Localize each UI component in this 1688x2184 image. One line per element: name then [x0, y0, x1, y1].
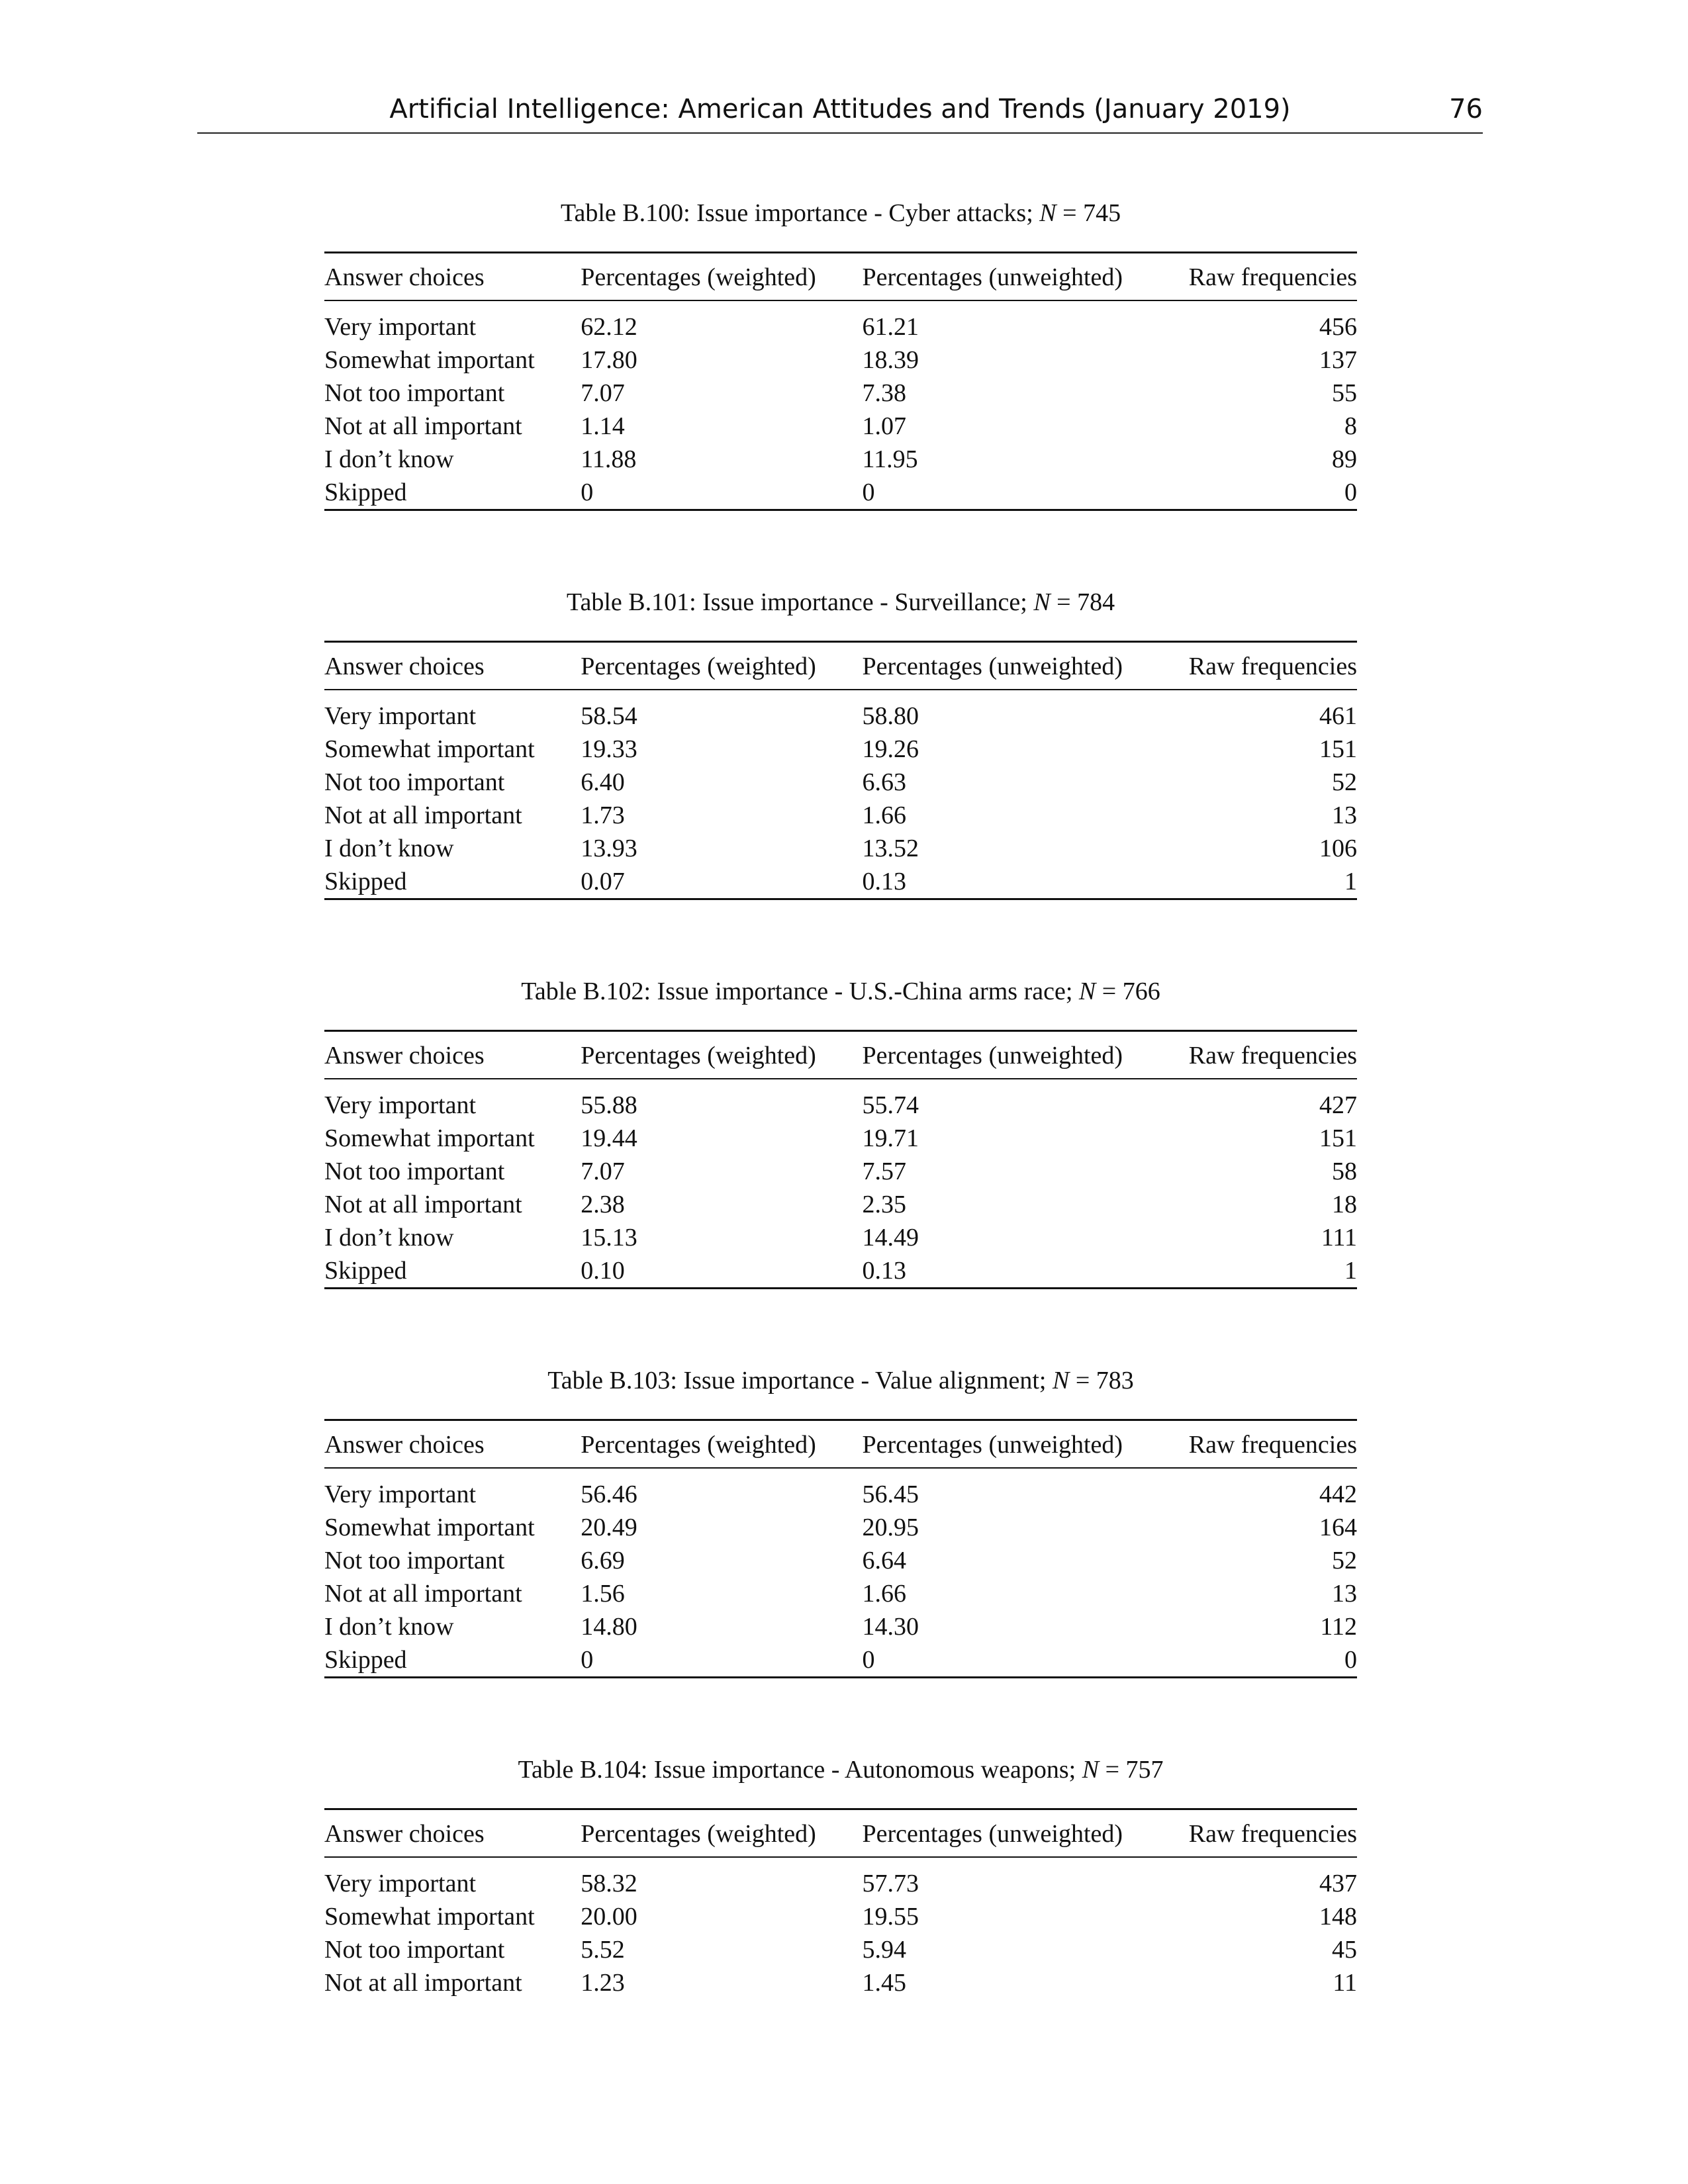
unweighted-cell: 1.66 [862, 1580, 906, 1608]
table-row [324, 476, 1357, 510]
unweighted-cell: 1.45 [862, 1969, 906, 1997]
table-row [324, 1857, 1357, 1900]
answer-cell: Very important [324, 1480, 477, 1508]
running-header [197, 93, 1483, 134]
table-row [324, 1966, 1357, 1999]
raw-cell: 427 [1319, 1091, 1357, 1119]
answer-cell: Very important [324, 313, 477, 341]
weighted-cell: 6.69 [581, 1547, 625, 1574]
raw-cell: 151 [1319, 1124, 1357, 1152]
raw-cell: 151 [1319, 735, 1357, 763]
column-header-weighted: Percentages (weighted) [581, 1420, 862, 1469]
column-header-answer-choices: Answer choices [324, 253, 581, 301]
column-header-unweighted: Percentages (unweighted) [863, 1809, 1189, 1858]
weighted-cell: 0.10 [581, 1254, 862, 1289]
table-row [324, 1122, 1357, 1155]
answer-cell: Skipped [324, 1643, 581, 1678]
table-row [324, 443, 1357, 476]
table-block-b103 [324, 1366, 1357, 1678]
raw-cell: 106 [1319, 835, 1357, 862]
raw-cell: 111 [1321, 1224, 1357, 1251]
answer-cell: I don’t know [324, 1224, 454, 1251]
answer-cell: Very important [324, 1870, 477, 1897]
answer-cell: Skipped [324, 476, 581, 510]
n-value: = 783 [1075, 1367, 1134, 1394]
raw-cell: 164 [1319, 1514, 1357, 1541]
data-table [324, 251, 1357, 511]
answer-cell: I don’t know [324, 835, 454, 862]
table-caption [324, 977, 1357, 1017]
table-row [324, 865, 1357, 899]
table-block-b104 [324, 1755, 1357, 1999]
unweighted-cell: 58.80 [862, 702, 919, 730]
header-row [324, 1809, 1357, 1858]
table-row [324, 1577, 1357, 1610]
raw-cell: 8 [1344, 412, 1357, 440]
answer-cell: I don’t know [324, 445, 454, 473]
table-row [324, 690, 1357, 733]
raw-cell: 112 [1320, 1613, 1357, 1641]
column-header-answer-choices: Answer choices [324, 1420, 581, 1469]
table-row [324, 300, 1357, 343]
unweighted-cell: 20.95 [862, 1514, 919, 1541]
weighted-cell: 2.38 [581, 1191, 625, 1218]
table-row [324, 799, 1357, 832]
table-row [324, 1610, 1357, 1643]
weighted-cell: 1.56 [581, 1580, 625, 1608]
raw-cell: 11 [1333, 1969, 1357, 1997]
weighted-cell: 1.14 [581, 412, 625, 440]
weighted-cell: 13.93 [581, 835, 637, 862]
unweighted-cell: 0.13 [863, 865, 1189, 899]
unweighted-cell: 0.13 [863, 1254, 1189, 1289]
unweighted-cell: 19.71 [862, 1124, 919, 1152]
weighted-cell: 20.00 [581, 1903, 637, 1931]
table-row [324, 343, 1357, 377]
n-symbol: N [1033, 588, 1051, 616]
unweighted-cell: 7.57 [862, 1158, 906, 1185]
raw-cell: 45 [1332, 1936, 1357, 1964]
header-row [324, 642, 1357, 690]
raw-cell: 13 [1332, 1580, 1357, 1608]
table-caption [324, 1366, 1357, 1406]
unweighted-cell: 14.30 [862, 1613, 919, 1641]
answer-cell: Somewhat important [324, 1124, 535, 1152]
raw-cell: 437 [1319, 1870, 1357, 1897]
unweighted-cell: 2.35 [862, 1191, 906, 1218]
raw-cell: 148 [1319, 1903, 1357, 1931]
weighted-cell: 0 [581, 1643, 862, 1678]
header-row [324, 253, 1357, 301]
unweighted-cell: 1.07 [862, 412, 906, 440]
unweighted-cell: 11.95 [862, 445, 918, 473]
answer-cell: Somewhat important [324, 346, 535, 374]
caption-text: Table B.104: Issue importance - Autonomous weapons; [518, 1756, 1076, 1784]
caption-text: Table B.101: Issue importance - Surveillance; [566, 588, 1027, 616]
table-row [324, 1221, 1357, 1254]
weighted-cell: 20.49 [581, 1514, 637, 1541]
n-symbol: N [1082, 1756, 1100, 1784]
raw-cell: 89 [1332, 445, 1357, 473]
column-header-answer-choices: Answer choices [324, 1031, 581, 1079]
unweighted-cell: 6.64 [862, 1547, 906, 1574]
unweighted-cell: 55.74 [862, 1091, 919, 1119]
weighted-cell: 17.80 [581, 346, 637, 374]
table-block-b101 [324, 588, 1357, 900]
table-row [324, 832, 1357, 865]
data-table [324, 1030, 1357, 1289]
data-table [324, 1808, 1357, 1999]
table-row [324, 1900, 1357, 1933]
column-header-weighted: Percentages (weighted) [581, 642, 862, 690]
n-value: = 757 [1105, 1756, 1164, 1784]
answer-cell: Not at all important [324, 1969, 522, 1997]
unweighted-cell: 13.52 [862, 835, 919, 862]
weighted-cell: 55.88 [581, 1091, 637, 1119]
column-header-unweighted: Percentages (unweighted) [863, 1031, 1189, 1079]
raw-cell: 55 [1332, 379, 1357, 407]
weighted-cell: 7.07 [581, 1158, 625, 1185]
table-row [324, 377, 1357, 410]
answer-cell: Not too important [324, 1547, 505, 1574]
column-header-raw: Raw frequencies [1189, 1031, 1357, 1079]
running-title: Artificial Intelligence: American Attitudes and Trends (January 2019) [389, 94, 1291, 124]
column-header-unweighted: Percentages (unweighted) [863, 253, 1189, 301]
table-caption [324, 199, 1357, 238]
n-value: = 784 [1056, 588, 1115, 616]
header-row [324, 1031, 1357, 1079]
answer-cell: Not too important [324, 1936, 505, 1964]
unweighted-cell: 57.73 [862, 1870, 919, 1897]
raw-cell: 137 [1319, 346, 1357, 374]
answer-cell: Very important [324, 1091, 477, 1119]
unweighted-cell: 6.63 [862, 768, 906, 796]
table-row [324, 1155, 1357, 1188]
column-header-unweighted: Percentages (unweighted) [863, 1420, 1189, 1469]
column-header-answer-choices: Answer choices [324, 642, 581, 690]
weighted-cell: 6.40 [581, 768, 625, 796]
table-row [324, 410, 1357, 443]
answer-cell: Not at all important [324, 412, 522, 440]
answer-cell: Not at all important [324, 801, 522, 829]
unweighted-cell: 0 [863, 1643, 1189, 1678]
n-symbol: N [1053, 1367, 1070, 1394]
raw-cell: 461 [1319, 702, 1357, 730]
weighted-cell: 58.32 [581, 1870, 637, 1897]
unweighted-cell: 5.94 [862, 1936, 906, 1964]
unweighted-cell: 19.26 [862, 735, 919, 763]
column-header-raw: Raw frequencies [1189, 642, 1357, 690]
table-row [324, 1933, 1357, 1966]
weighted-cell: 62.12 [581, 313, 637, 341]
table-row [324, 766, 1357, 799]
unweighted-cell: 0 [863, 476, 1189, 510]
table-caption [324, 1755, 1357, 1795]
unweighted-cell: 19.55 [862, 1903, 919, 1931]
page-number: 76 [1449, 94, 1483, 124]
weighted-cell: 14.80 [581, 1613, 637, 1641]
raw-cell: 1 [1189, 1254, 1357, 1289]
table-row [324, 1079, 1357, 1122]
column-header-weighted: Percentages (weighted) [581, 1031, 862, 1079]
column-header-unweighted: Percentages (unweighted) [863, 642, 1189, 690]
table-row [324, 733, 1357, 766]
column-header-raw: Raw frequencies [1189, 253, 1357, 301]
unweighted-cell: 14.49 [862, 1224, 919, 1251]
raw-cell: 52 [1332, 768, 1357, 796]
table-row [324, 1188, 1357, 1221]
weighted-cell: 56.46 [581, 1480, 637, 1508]
answer-cell: Somewhat important [324, 1514, 535, 1541]
raw-cell: 0 [1189, 1643, 1357, 1678]
n-symbol: N [1039, 199, 1056, 227]
answer-cell: Not too important [324, 379, 505, 407]
weighted-cell: 19.44 [581, 1124, 637, 1152]
unweighted-cell: 61.21 [862, 313, 919, 341]
column-header-weighted: Percentages (weighted) [581, 253, 862, 301]
weighted-cell: 1.23 [581, 1969, 625, 1997]
weighted-cell: 19.33 [581, 735, 637, 763]
unweighted-cell: 56.45 [862, 1480, 919, 1508]
column-header-raw: Raw frequencies [1189, 1809, 1357, 1858]
column-header-raw: Raw frequencies [1189, 1420, 1357, 1469]
table-row [324, 1468, 1357, 1511]
unweighted-cell: 18.39 [862, 346, 919, 374]
raw-cell: 456 [1319, 313, 1357, 341]
column-header-answer-choices: Answer choices [324, 1809, 581, 1858]
answer-cell: Somewhat important [324, 735, 535, 763]
answer-cell: Not at all important [324, 1191, 522, 1218]
table-row [324, 1254, 1357, 1289]
n-value: = 766 [1102, 978, 1160, 1005]
weighted-cell: 15.13 [581, 1224, 637, 1251]
raw-cell: 13 [1332, 801, 1357, 829]
data-table [324, 1419, 1357, 1678]
unweighted-cell: 1.66 [862, 801, 906, 829]
weighted-cell: 58.54 [581, 702, 637, 730]
weighted-cell: 5.52 [581, 1936, 625, 1964]
raw-cell: 52 [1332, 1547, 1357, 1574]
weighted-cell: 7.07 [581, 379, 625, 407]
table-row [324, 1643, 1357, 1678]
raw-cell: 0 [1189, 476, 1357, 510]
unweighted-cell: 7.38 [862, 379, 906, 407]
table-caption [324, 588, 1357, 627]
data-table [324, 641, 1357, 900]
raw-cell: 58 [1332, 1158, 1357, 1185]
raw-cell: 442 [1319, 1480, 1357, 1508]
weighted-cell: 0 [581, 476, 862, 510]
table-block-b100 [324, 199, 1357, 511]
table-row [324, 1511, 1357, 1544]
raw-cell: 1 [1189, 865, 1357, 899]
column-header-weighted: Percentages (weighted) [581, 1809, 862, 1858]
raw-cell: 18 [1332, 1191, 1357, 1218]
answer-cell: Very important [324, 702, 477, 730]
caption-text: Table B.103: Issue importance - Value alignment; [547, 1367, 1047, 1394]
caption-text: Table B.102: Issue importance - U.S.-China arms race; [521, 978, 1073, 1005]
weighted-cell: 0.07 [581, 865, 862, 899]
n-symbol: N [1078, 978, 1096, 1005]
header-row [324, 1420, 1357, 1469]
table-row [324, 1544, 1357, 1577]
weighted-cell: 11.88 [581, 445, 637, 473]
table-block-b102 [324, 977, 1357, 1289]
answer-cell: I don’t know [324, 1613, 454, 1641]
answer-cell: Not too important [324, 768, 505, 796]
weighted-cell: 1.73 [581, 801, 625, 829]
answer-cell: Somewhat important [324, 1903, 535, 1931]
answer-cell: Not too important [324, 1158, 505, 1185]
answer-cell: Skipped [324, 1254, 581, 1289]
caption-text: Table B.100: Issue importance - Cyber attacks; [560, 199, 1033, 227]
answer-cell: Not at all important [324, 1580, 522, 1608]
answer-cell: Skipped [324, 865, 581, 899]
n-value: = 745 [1062, 199, 1121, 227]
